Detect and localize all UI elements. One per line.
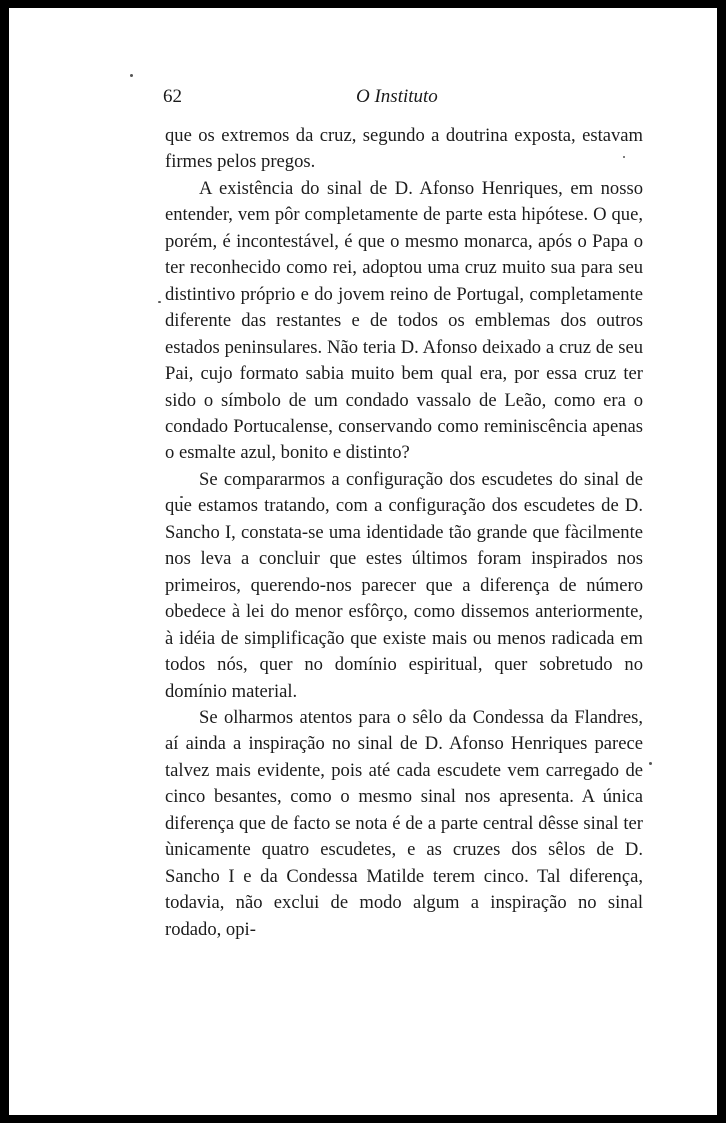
paragraph: Se compararmos a configuração dos escudetes do sinal de que estamos tratando, com a configuração dos escudetes de D. Sancho I, constata-se uma identidade tão grande que fàcilmente nos leva a concluir que estes últimos foram inspirados nos primeiros, querendo-nos parecer que a diferença de número obedece à lei do menor esfôrço, como dissemos anteriormente, à idéia de simplificação que existe mais ou menos radicada em todos nós, quer no domínio espiritual, quer sobretudo no domínio material.: [165, 468, 643, 702]
page-number: 62: [163, 86, 182, 107]
page-speck: [130, 74, 133, 77]
paragraph: Se olharmos atentos para o sêlo da Condessa da Flandres, aí ainda a inspiração no sinal de D. Afonso Henriques parece talvez mais evidente, pois até cada escudete vem carregado de cinco besantes, como o mesmo sinal nos apresenta. A única diferença que de facto se nota é de a parte central dêsse sinal ter ùnicamente quatro escudetes, e as cruzes dos sêlos de D. Sancho I e da Condessa Matilde terem cinco. Tal diferença, todavia, não exclui de modo algum a inspiração no sinal rodado, opi-: [165, 706, 643, 940]
body-text: [165, 123, 643, 943]
page-header: [9, 86, 717, 112]
page-speck: [649, 762, 652, 765]
paragraph: A existência do sinal de D. Afonso Henriques, em nosso entender, vem pôr completamente de parte esta hipótese. O que, porém, é incontestável, é que o mesmo monarca, após o Papa o ter reconhecido como rei, adoptou uma cruz muito sua para seu distintivo próprio e do jovem reino de Portugal, completamente diferente das restantes e de todos os emblemas dos outros estados peninsulares. Não teria D. Afonso deixado a cruz de seu Pai, cujo formato sabia muito bem qual era, por essa cruz ter sido o símbolo de um condado vassalo de Leão, como era o condado Portucalense, conservando como reminiscência apenas o esmalte azul, bonito e distinto?: [165, 177, 643, 464]
running-title: O Instituto: [356, 86, 438, 107]
book-page: [9, 8, 717, 1115]
paragraph: que os extremos da cruz, segundo a doutrina exposta, estavam firmes pelos pregos.: [165, 125, 643, 173]
page-speck: [158, 301, 161, 303]
